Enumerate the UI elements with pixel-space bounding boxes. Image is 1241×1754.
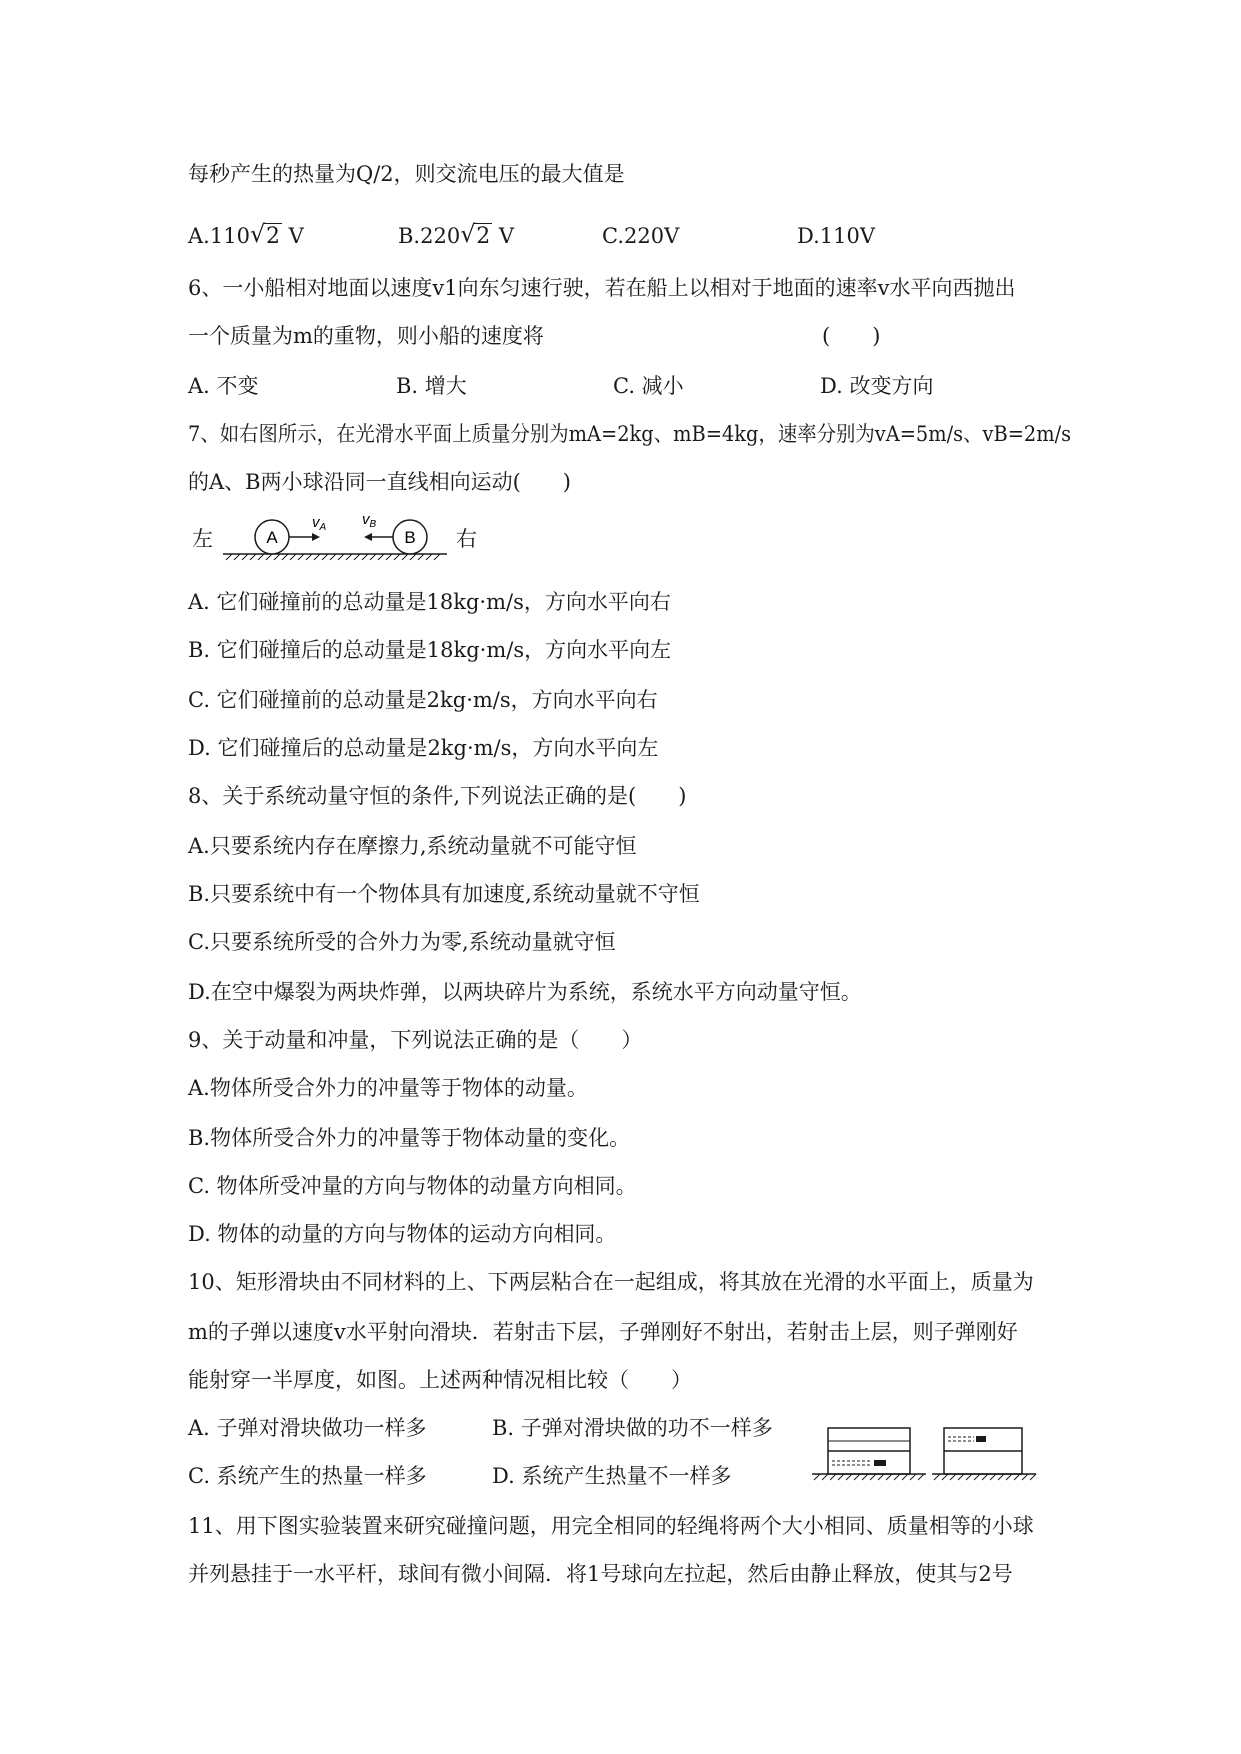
q9-line-1: 9、关于动量和冲量，下列说法正确的是（ ） [188, 1028, 643, 1052]
vb-subscript: B [369, 519, 377, 530]
q7-option-b: B. 它们碰撞后的总动量是18kg·m/s，方向水平向左 [188, 638, 672, 662]
q5-option-d: D.110V [797, 224, 876, 248]
q11-line-2: 并列悬挂于一水平杆，球间有微小间隔．将1号球向左拉起，然后由静止释放，使其与2号 [188, 1562, 1013, 1586]
vb-label: v [362, 511, 370, 528]
q8-option-d: D.在空中爆裂为两块炸弹，以两块碎片为系统，系统水平方向动量守恒。 [188, 980, 862, 1004]
q8-option-a: A.只要系统内存在摩擦力,系统动量就不可能守恒 [188, 834, 637, 858]
q10-option-c: C. 系统产生的热量一样多 [188, 1464, 427, 1488]
q7-line-1: 7、如右图所示，在光滑水平面上质量分别为mA=2kg、mB=4kg，速率分别为vA=5m/s、vB=2m/s [188, 422, 1072, 446]
q7-line-2: 的A、B两小球沿同一直线相向运动( ) [188, 470, 571, 494]
va-label: v [312, 514, 320, 531]
figure-label-left: 左 [192, 527, 213, 551]
q6-option-c: C. 减小 [613, 374, 684, 398]
q6-line-2: 一个质量为m的重物，则小船的速度将 [188, 324, 544, 348]
q10-line-1: 10、矩形滑块由不同材料的上、下两层粘合在一起组成，将其放在光滑的水平面上，质量为 [188, 1270, 1034, 1294]
q6-line-1: 6、一小船相对地面以速度v1向东匀速行驶，若在船上以相对于地面的速率v水平向西抛出 [188, 276, 1016, 300]
collision-diagram [220, 510, 450, 570]
arrow-vb-head [364, 533, 372, 541]
q9-option-d: D. 物体的动量的方向与物体的运动方向相同。 [188, 1222, 617, 1246]
q5-option-a: A.110 √ 2 V [188, 220, 304, 249]
q10-line-2: m的子弹以速度v水平射向滑块．若射击下层，子弹刚好不射出，若射击上层，则子弹刚好 [188, 1320, 1018, 1344]
q6-option-b: B. 增大 [396, 374, 467, 398]
q6-option-d: D. 改变方向 [820, 374, 934, 398]
ball-b-label: B [404, 528, 416, 547]
block-lower-shot [812, 1428, 926, 1480]
q10-option-a: A. 子弹对滑块做功一样多 [188, 1416, 427, 1440]
block-upper-shot [932, 1428, 1036, 1480]
q6-option-a: A. 不变 [188, 374, 259, 398]
q8-line-1: 8、关于系统动量守恒的条件,下列说法正确的是( ) [188, 784, 687, 808]
svg-text:vB [362, 511, 377, 530]
q9-option-c: C. 物体所受冲量的方向与物体的动量方向相同。 [188, 1174, 637, 1198]
q6-answer-paren: ( ) [822, 324, 881, 348]
sqrt-symbol: √ 2 [460, 220, 491, 249]
q10-option-d: D. 系统产生热量不一样多 [492, 1464, 732, 1488]
q10-option-b: B. 子弹对滑块做的功不一样多 [492, 1416, 773, 1440]
q10-line-3: 能射穿一半厚度，如图。上述两种情况相比较（ ） [188, 1368, 692, 1392]
figure-label-right: 右 [456, 527, 477, 551]
svg-text:vA [312, 514, 327, 533]
q8-option-b: B.只要系统中有一个物体具有加速度,系统动量就不守恒 [188, 882, 700, 906]
slider-block-diagram [808, 1420, 1038, 1492]
q7-option-a: A. 它们碰撞前的总动量是18kg·m/s，方向水平向右 [188, 590, 671, 614]
q7-option-d: D. 它们碰撞后的总动量是2kg·m/s，方向水平向左 [188, 736, 659, 760]
sqrt-symbol: √ 2 [249, 220, 280, 249]
q9-option-a: A.物体所受合外力的冲量等于物体的动量。 [188, 1076, 588, 1100]
q7-option-c: C. 它们碰撞前的总动量是2kg·m/s，方向水平向右 [188, 688, 658, 712]
va-subscript: A [319, 522, 327, 533]
q5-text: 每秒产生的热量为Q/2，则交流电压的最大值是 [188, 162, 625, 186]
q5-option-c: C.220V [602, 224, 680, 248]
q8-option-c: C.只要系统所受的合外力为零,系统动量就守恒 [188, 930, 616, 954]
arrow-va-head [312, 533, 320, 541]
q11-line-1: 11、用下图实验装置来研究碰撞问题，用完全相同的轻绳将两个大小相同、质量相等的小球 [188, 1514, 1034, 1538]
q5-option-b: B.220 √ 2 V [398, 220, 515, 249]
q9-option-b: B.物体所受合外力的冲量等于物体动量的变化。 [188, 1126, 631, 1150]
ball-a-label: A [266, 528, 278, 547]
